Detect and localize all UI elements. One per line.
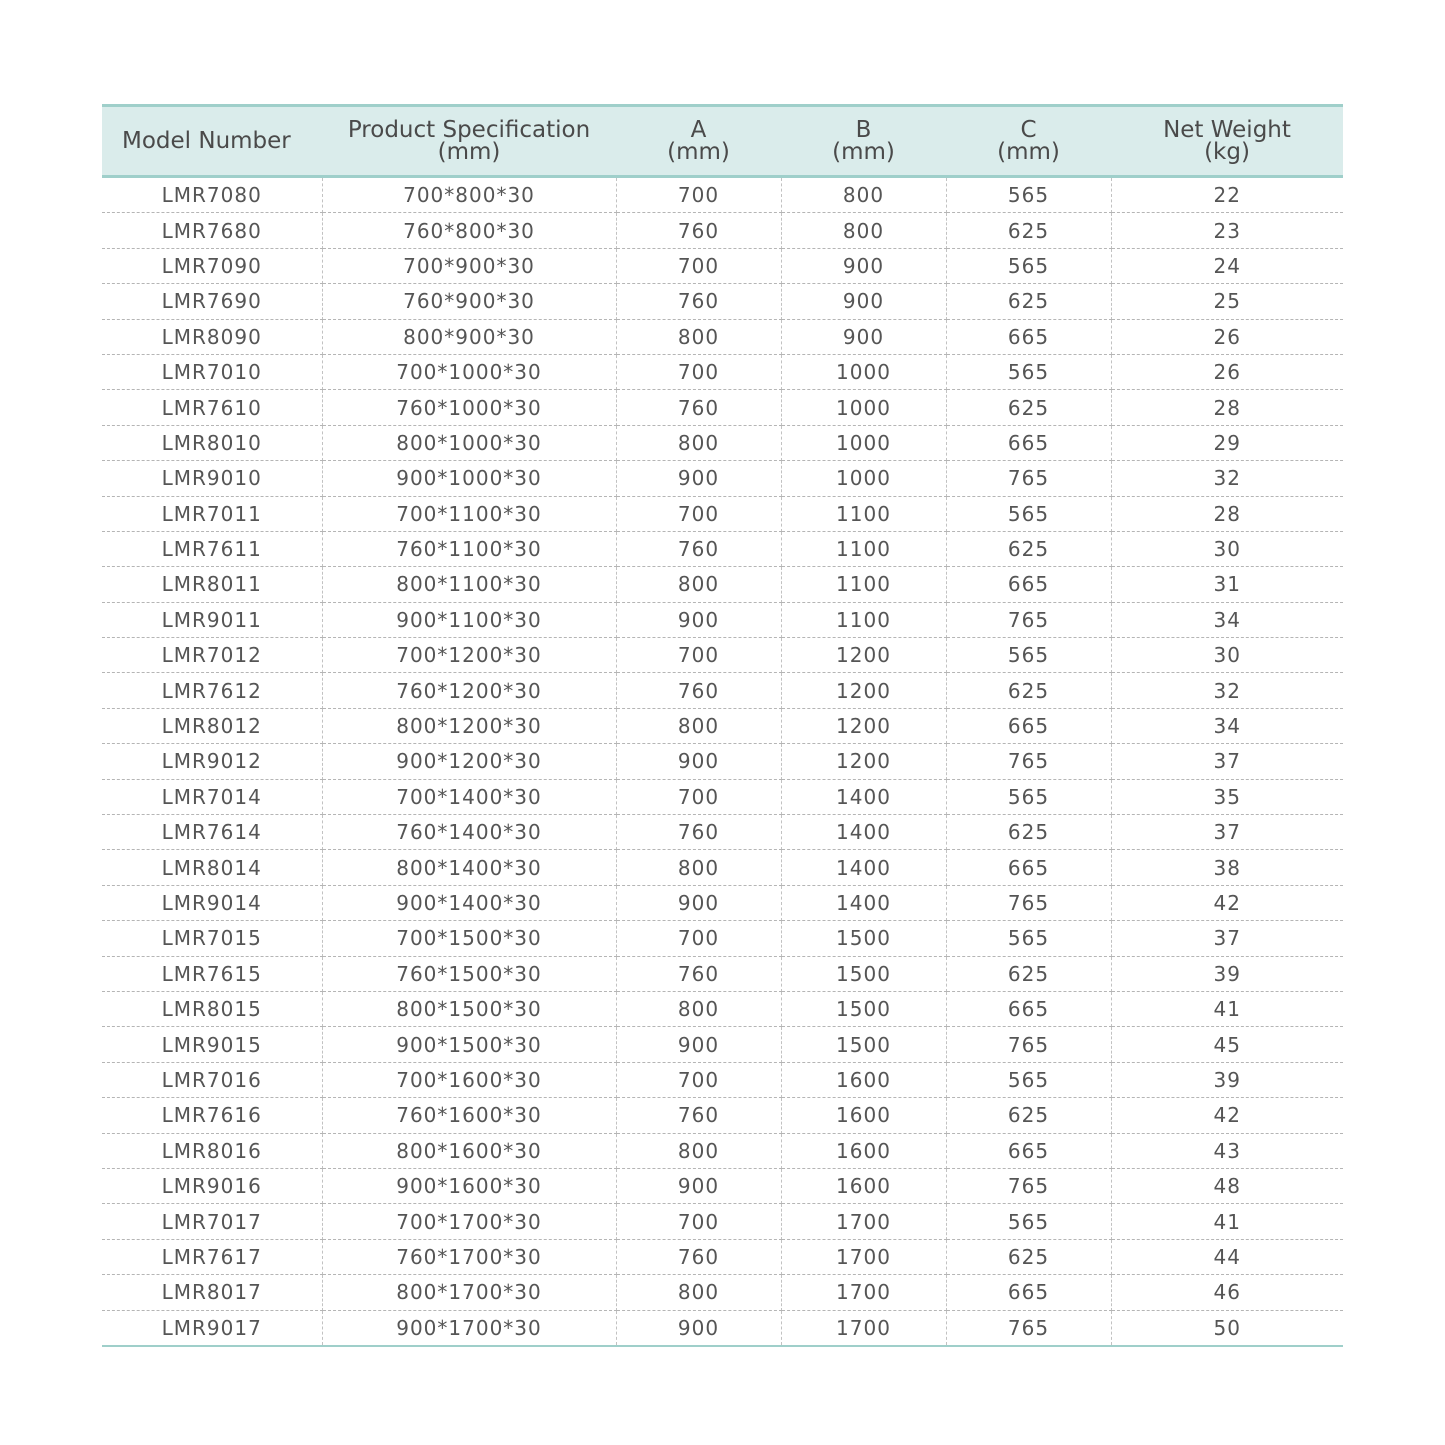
b-cell: 1600	[781, 1168, 946, 1203]
model-number-cell: LMR7015	[102, 921, 322, 956]
table-row	[102, 425, 1343, 460]
b-cell: 1500	[781, 991, 946, 1026]
table-row	[102, 850, 1343, 885]
header-unit: (mm)	[832, 139, 895, 165]
model-number-cell: LMR7690	[102, 284, 322, 319]
model-number-cell: LMR8012	[102, 708, 322, 743]
b-cell: 1400	[781, 815, 946, 850]
model-number-cell: LMR7615	[102, 956, 322, 991]
product-specification-cell: 700*1500*30	[322, 921, 616, 956]
model-number-cell: LMR7614	[102, 815, 322, 850]
header-product-specification	[322, 106, 616, 177]
a-cell: 900	[616, 885, 781, 920]
model-number-cell: LMR9015	[102, 1027, 322, 1062]
c-cell: 565	[946, 921, 1111, 956]
b-cell: 1600	[781, 1062, 946, 1097]
a-cell: 800	[616, 991, 781, 1026]
c-cell: 665	[946, 1275, 1111, 1310]
header-label: Net Weight	[1163, 117, 1291, 143]
b-cell: 1000	[781, 425, 946, 460]
table-row	[102, 1168, 1343, 1203]
a-cell: 900	[616, 1168, 781, 1203]
b-cell: 1200	[781, 638, 946, 673]
product-specification-cell: 700*1600*30	[322, 1062, 616, 1097]
b-cell: 800	[781, 213, 946, 248]
b-cell: 1200	[781, 673, 946, 708]
net-weight-cell: 38	[1111, 850, 1343, 885]
table-row	[102, 991, 1343, 1026]
b-cell: 1400	[781, 885, 946, 920]
a-cell: 800	[616, 319, 781, 354]
c-cell: 665	[946, 991, 1111, 1026]
b-cell: 1100	[781, 602, 946, 637]
b-cell: 1700	[781, 1239, 946, 1274]
model-number-cell: LMR7014	[102, 779, 322, 814]
table-row	[102, 213, 1343, 248]
net-weight-cell: 30	[1111, 531, 1343, 566]
c-cell: 665	[946, 708, 1111, 743]
product-specification-cell: 700*900*30	[322, 248, 616, 283]
a-cell: 700	[616, 638, 781, 673]
a-cell: 760	[616, 390, 781, 425]
a-cell: 760	[616, 956, 781, 991]
a-cell: 900	[616, 744, 781, 779]
a-cell: 700	[616, 779, 781, 814]
model-number-cell: LMR7617	[102, 1239, 322, 1274]
net-weight-cell: 29	[1111, 425, 1343, 460]
product-specification-cell: 760*1600*30	[322, 1098, 616, 1133]
table-row	[102, 921, 1343, 956]
b-cell: 1000	[781, 354, 946, 389]
product-specification-cell: 700*1100*30	[322, 496, 616, 531]
table-row	[102, 885, 1343, 920]
net-weight-cell: 25	[1111, 284, 1343, 319]
net-weight-cell: 28	[1111, 390, 1343, 425]
model-number-cell: LMR7017	[102, 1204, 322, 1239]
b-cell: 1500	[781, 921, 946, 956]
c-cell: 765	[946, 744, 1111, 779]
product-specification-cell: 760*900*30	[322, 284, 616, 319]
a-cell: 700	[616, 1062, 781, 1097]
c-cell: 625	[946, 213, 1111, 248]
table-row	[102, 956, 1343, 991]
net-weight-cell: 37	[1111, 921, 1343, 956]
product-specification-cell: 800*1600*30	[322, 1133, 616, 1168]
product-specification-cell: 900*1400*30	[322, 885, 616, 920]
table-header	[102, 106, 1343, 177]
product-specification-cell: 800*1200*30	[322, 708, 616, 743]
c-cell: 625	[946, 673, 1111, 708]
b-cell: 1400	[781, 850, 946, 885]
b-cell: 1700	[781, 1204, 946, 1239]
table-row	[102, 602, 1343, 637]
table-row	[102, 461, 1343, 496]
product-specification-cell: 760*1400*30	[322, 815, 616, 850]
c-cell: 765	[946, 461, 1111, 496]
net-weight-cell: 37	[1111, 744, 1343, 779]
product-specification-cell: 800*900*30	[322, 319, 616, 354]
table-row	[102, 319, 1343, 354]
net-weight-cell: 48	[1111, 1168, 1343, 1203]
b-cell: 1500	[781, 1027, 946, 1062]
a-cell: 800	[616, 1133, 781, 1168]
model-number-cell: LMR7680	[102, 213, 322, 248]
product-specification-cell: 700*1400*30	[322, 779, 616, 814]
c-cell: 765	[946, 1168, 1111, 1203]
table-row	[102, 248, 1343, 283]
net-weight-cell: 31	[1111, 567, 1343, 602]
net-weight-cell: 28	[1111, 496, 1343, 531]
net-weight-cell: 32	[1111, 673, 1343, 708]
a-cell: 760	[616, 673, 781, 708]
net-weight-cell: 37	[1111, 815, 1343, 850]
model-number-cell: LMR8011	[102, 567, 322, 602]
net-weight-cell: 30	[1111, 638, 1343, 673]
net-weight-cell: 50	[1111, 1310, 1343, 1346]
b-cell: 1000	[781, 390, 946, 425]
a-cell: 700	[616, 921, 781, 956]
product-specification-cell: 900*1600*30	[322, 1168, 616, 1203]
header-label: C	[1020, 117, 1037, 143]
product-specification-cell: 800*1000*30	[322, 425, 616, 460]
a-cell: 760	[616, 1239, 781, 1274]
table-row	[102, 1098, 1343, 1133]
net-weight-cell: 41	[1111, 991, 1343, 1026]
c-cell: 665	[946, 567, 1111, 602]
product-specification-cell: 900*1100*30	[322, 602, 616, 637]
c-cell: 625	[946, 390, 1111, 425]
b-cell: 1100	[781, 531, 946, 566]
b-cell: 1100	[781, 567, 946, 602]
header-unit: (mm)	[437, 139, 501, 165]
b-cell: 1200	[781, 708, 946, 743]
b-cell: 1400	[781, 779, 946, 814]
model-number-cell: LMR9011	[102, 602, 322, 637]
model-number-cell: LMR8017	[102, 1275, 322, 1310]
model-number-cell: LMR7090	[102, 248, 322, 283]
c-cell: 565	[946, 1204, 1111, 1239]
b-cell: 1600	[781, 1133, 946, 1168]
net-weight-cell: 34	[1111, 602, 1343, 637]
table-row	[102, 744, 1343, 779]
a-cell: 700	[616, 248, 781, 283]
c-cell: 565	[946, 248, 1111, 283]
c-cell: 565	[946, 1062, 1111, 1097]
a-cell: 760	[616, 531, 781, 566]
model-number-cell: LMR8010	[102, 425, 322, 460]
model-number-cell: LMR7616	[102, 1098, 322, 1133]
b-cell: 900	[781, 284, 946, 319]
product-specification-cell: 760*1200*30	[322, 673, 616, 708]
net-weight-cell: 39	[1111, 1062, 1343, 1097]
b-cell: 1200	[781, 744, 946, 779]
a-cell: 700	[616, 1204, 781, 1239]
c-cell: 625	[946, 1098, 1111, 1133]
a-cell: 760	[616, 815, 781, 850]
net-weight-cell: 32	[1111, 461, 1343, 496]
specification-table	[102, 104, 1343, 1347]
table-row	[102, 531, 1343, 566]
product-specification-cell: 700*1200*30	[322, 638, 616, 673]
net-weight-cell: 45	[1111, 1027, 1343, 1062]
product-specification-cell: 700*800*30	[322, 177, 616, 213]
model-number-cell: LMR7012	[102, 638, 322, 673]
table-row	[102, 177, 1343, 213]
table-row	[102, 1239, 1343, 1274]
c-cell: 625	[946, 1239, 1111, 1274]
table-row	[102, 1027, 1343, 1062]
net-weight-cell: 44	[1111, 1239, 1343, 1274]
model-number-cell: LMR7016	[102, 1062, 322, 1097]
c-cell: 565	[946, 177, 1111, 213]
product-specification-cell: 800*1700*30	[322, 1275, 616, 1310]
model-number-cell: LMR7080	[102, 177, 322, 213]
model-number-cell: LMR8014	[102, 850, 322, 885]
a-cell: 760	[616, 213, 781, 248]
product-specification-cell: 760*1500*30	[322, 956, 616, 991]
c-cell: 665	[946, 425, 1111, 460]
model-number-cell: LMR9016	[102, 1168, 322, 1203]
table-body	[102, 177, 1343, 1346]
product-specification-cell: 800*1100*30	[322, 567, 616, 602]
table-row	[102, 638, 1343, 673]
header-a	[616, 106, 781, 177]
header-label: A	[690, 117, 707, 143]
model-number-cell: LMR9017	[102, 1310, 322, 1346]
a-cell: 800	[616, 425, 781, 460]
product-specification-cell: 900*1500*30	[322, 1027, 616, 1062]
product-specification-cell: 760*1700*30	[322, 1239, 616, 1274]
c-cell: 625	[946, 815, 1111, 850]
model-number-cell: LMR9010	[102, 461, 322, 496]
net-weight-cell: 26	[1111, 319, 1343, 354]
net-weight-cell: 39	[1111, 956, 1343, 991]
header-c	[946, 106, 1111, 177]
a-cell: 800	[616, 567, 781, 602]
header-net-weight	[1111, 106, 1343, 177]
a-cell: 800	[616, 708, 781, 743]
c-cell: 565	[946, 496, 1111, 531]
table-row	[102, 779, 1343, 814]
c-cell: 625	[946, 284, 1111, 319]
a-cell: 800	[616, 1275, 781, 1310]
header-label: Model Number	[122, 128, 291, 154]
model-number-cell: LMR7612	[102, 673, 322, 708]
net-weight-cell: 22	[1111, 177, 1343, 213]
model-number-cell: LMR7611	[102, 531, 322, 566]
c-cell: 625	[946, 956, 1111, 991]
table-row	[102, 708, 1343, 743]
c-cell: 765	[946, 1027, 1111, 1062]
table-row	[102, 496, 1343, 531]
b-cell: 900	[781, 248, 946, 283]
b-cell: 1700	[781, 1275, 946, 1310]
product-specification-cell: 800*1500*30	[322, 991, 616, 1026]
product-specification-cell: 700*1700*30	[322, 1204, 616, 1239]
header-unit: (mm)	[997, 139, 1060, 165]
net-weight-cell: 46	[1111, 1275, 1343, 1310]
c-cell: 565	[946, 354, 1111, 389]
product-specification-cell: 760*1000*30	[322, 390, 616, 425]
model-number-cell: LMR9012	[102, 744, 322, 779]
header-label: Product Specification	[347, 117, 591, 143]
model-number-cell: LMR8090	[102, 319, 322, 354]
c-cell: 665	[946, 1133, 1111, 1168]
c-cell: 765	[946, 1310, 1111, 1346]
product-specification-cell: 800*1400*30	[322, 850, 616, 885]
net-weight-cell: 34	[1111, 708, 1343, 743]
table-row	[102, 1310, 1343, 1346]
c-cell: 665	[946, 319, 1111, 354]
c-cell: 765	[946, 885, 1111, 920]
a-cell: 900	[616, 1310, 781, 1346]
model-number-cell: LMR7011	[102, 496, 322, 531]
header-model-number	[102, 106, 322, 177]
header-row	[102, 106, 1343, 177]
net-weight-cell: 26	[1111, 354, 1343, 389]
product-specification-cell: 900*1200*30	[322, 744, 616, 779]
table-row	[102, 1062, 1343, 1097]
model-number-cell: LMR7010	[102, 354, 322, 389]
c-cell: 565	[946, 779, 1111, 814]
table-row	[102, 673, 1343, 708]
b-cell: 1600	[781, 1098, 946, 1133]
model-number-cell: LMR8016	[102, 1133, 322, 1168]
model-number-cell: LMR7610	[102, 390, 322, 425]
header-unit: (kg)	[1204, 139, 1250, 165]
table-row	[102, 284, 1343, 319]
a-cell: 760	[616, 284, 781, 319]
model-number-cell: LMR9014	[102, 885, 322, 920]
table-row	[102, 1204, 1343, 1239]
net-weight-cell: 43	[1111, 1133, 1343, 1168]
header-unit: (mm)	[667, 139, 730, 165]
model-number-cell: LMR8015	[102, 991, 322, 1026]
c-cell: 565	[946, 638, 1111, 673]
table-row	[102, 1133, 1343, 1168]
a-cell: 900	[616, 461, 781, 496]
table-row	[102, 1275, 1343, 1310]
product-specification-cell: 900*1000*30	[322, 461, 616, 496]
c-cell: 665	[946, 850, 1111, 885]
b-cell: 1000	[781, 461, 946, 496]
product-specification-cell: 700*1000*30	[322, 354, 616, 389]
a-cell: 760	[616, 1098, 781, 1133]
b-cell: 800	[781, 177, 946, 213]
c-cell: 765	[946, 602, 1111, 637]
a-cell: 700	[616, 496, 781, 531]
table-row	[102, 815, 1343, 850]
net-weight-cell: 35	[1111, 779, 1343, 814]
a-cell: 700	[616, 354, 781, 389]
product-specification-cell: 900*1700*30	[322, 1310, 616, 1346]
b-cell: 900	[781, 319, 946, 354]
table-row	[102, 567, 1343, 602]
product-specification-cell: 760*800*30	[322, 213, 616, 248]
net-weight-cell: 41	[1111, 1204, 1343, 1239]
b-cell: 1100	[781, 496, 946, 531]
net-weight-cell: 42	[1111, 1098, 1343, 1133]
a-cell: 800	[616, 850, 781, 885]
net-weight-cell: 24	[1111, 248, 1343, 283]
a-cell: 900	[616, 1027, 781, 1062]
a-cell: 900	[616, 602, 781, 637]
net-weight-cell: 42	[1111, 885, 1343, 920]
table-row	[102, 354, 1343, 389]
header-label: B	[855, 117, 872, 143]
product-specification-cell: 760*1100*30	[322, 531, 616, 566]
c-cell: 625	[946, 531, 1111, 566]
a-cell: 700	[616, 177, 781, 213]
table-row	[102, 390, 1343, 425]
b-cell: 1500	[781, 956, 946, 991]
net-weight-cell: 23	[1111, 213, 1343, 248]
b-cell: 1700	[781, 1310, 946, 1346]
header-b	[781, 106, 946, 177]
